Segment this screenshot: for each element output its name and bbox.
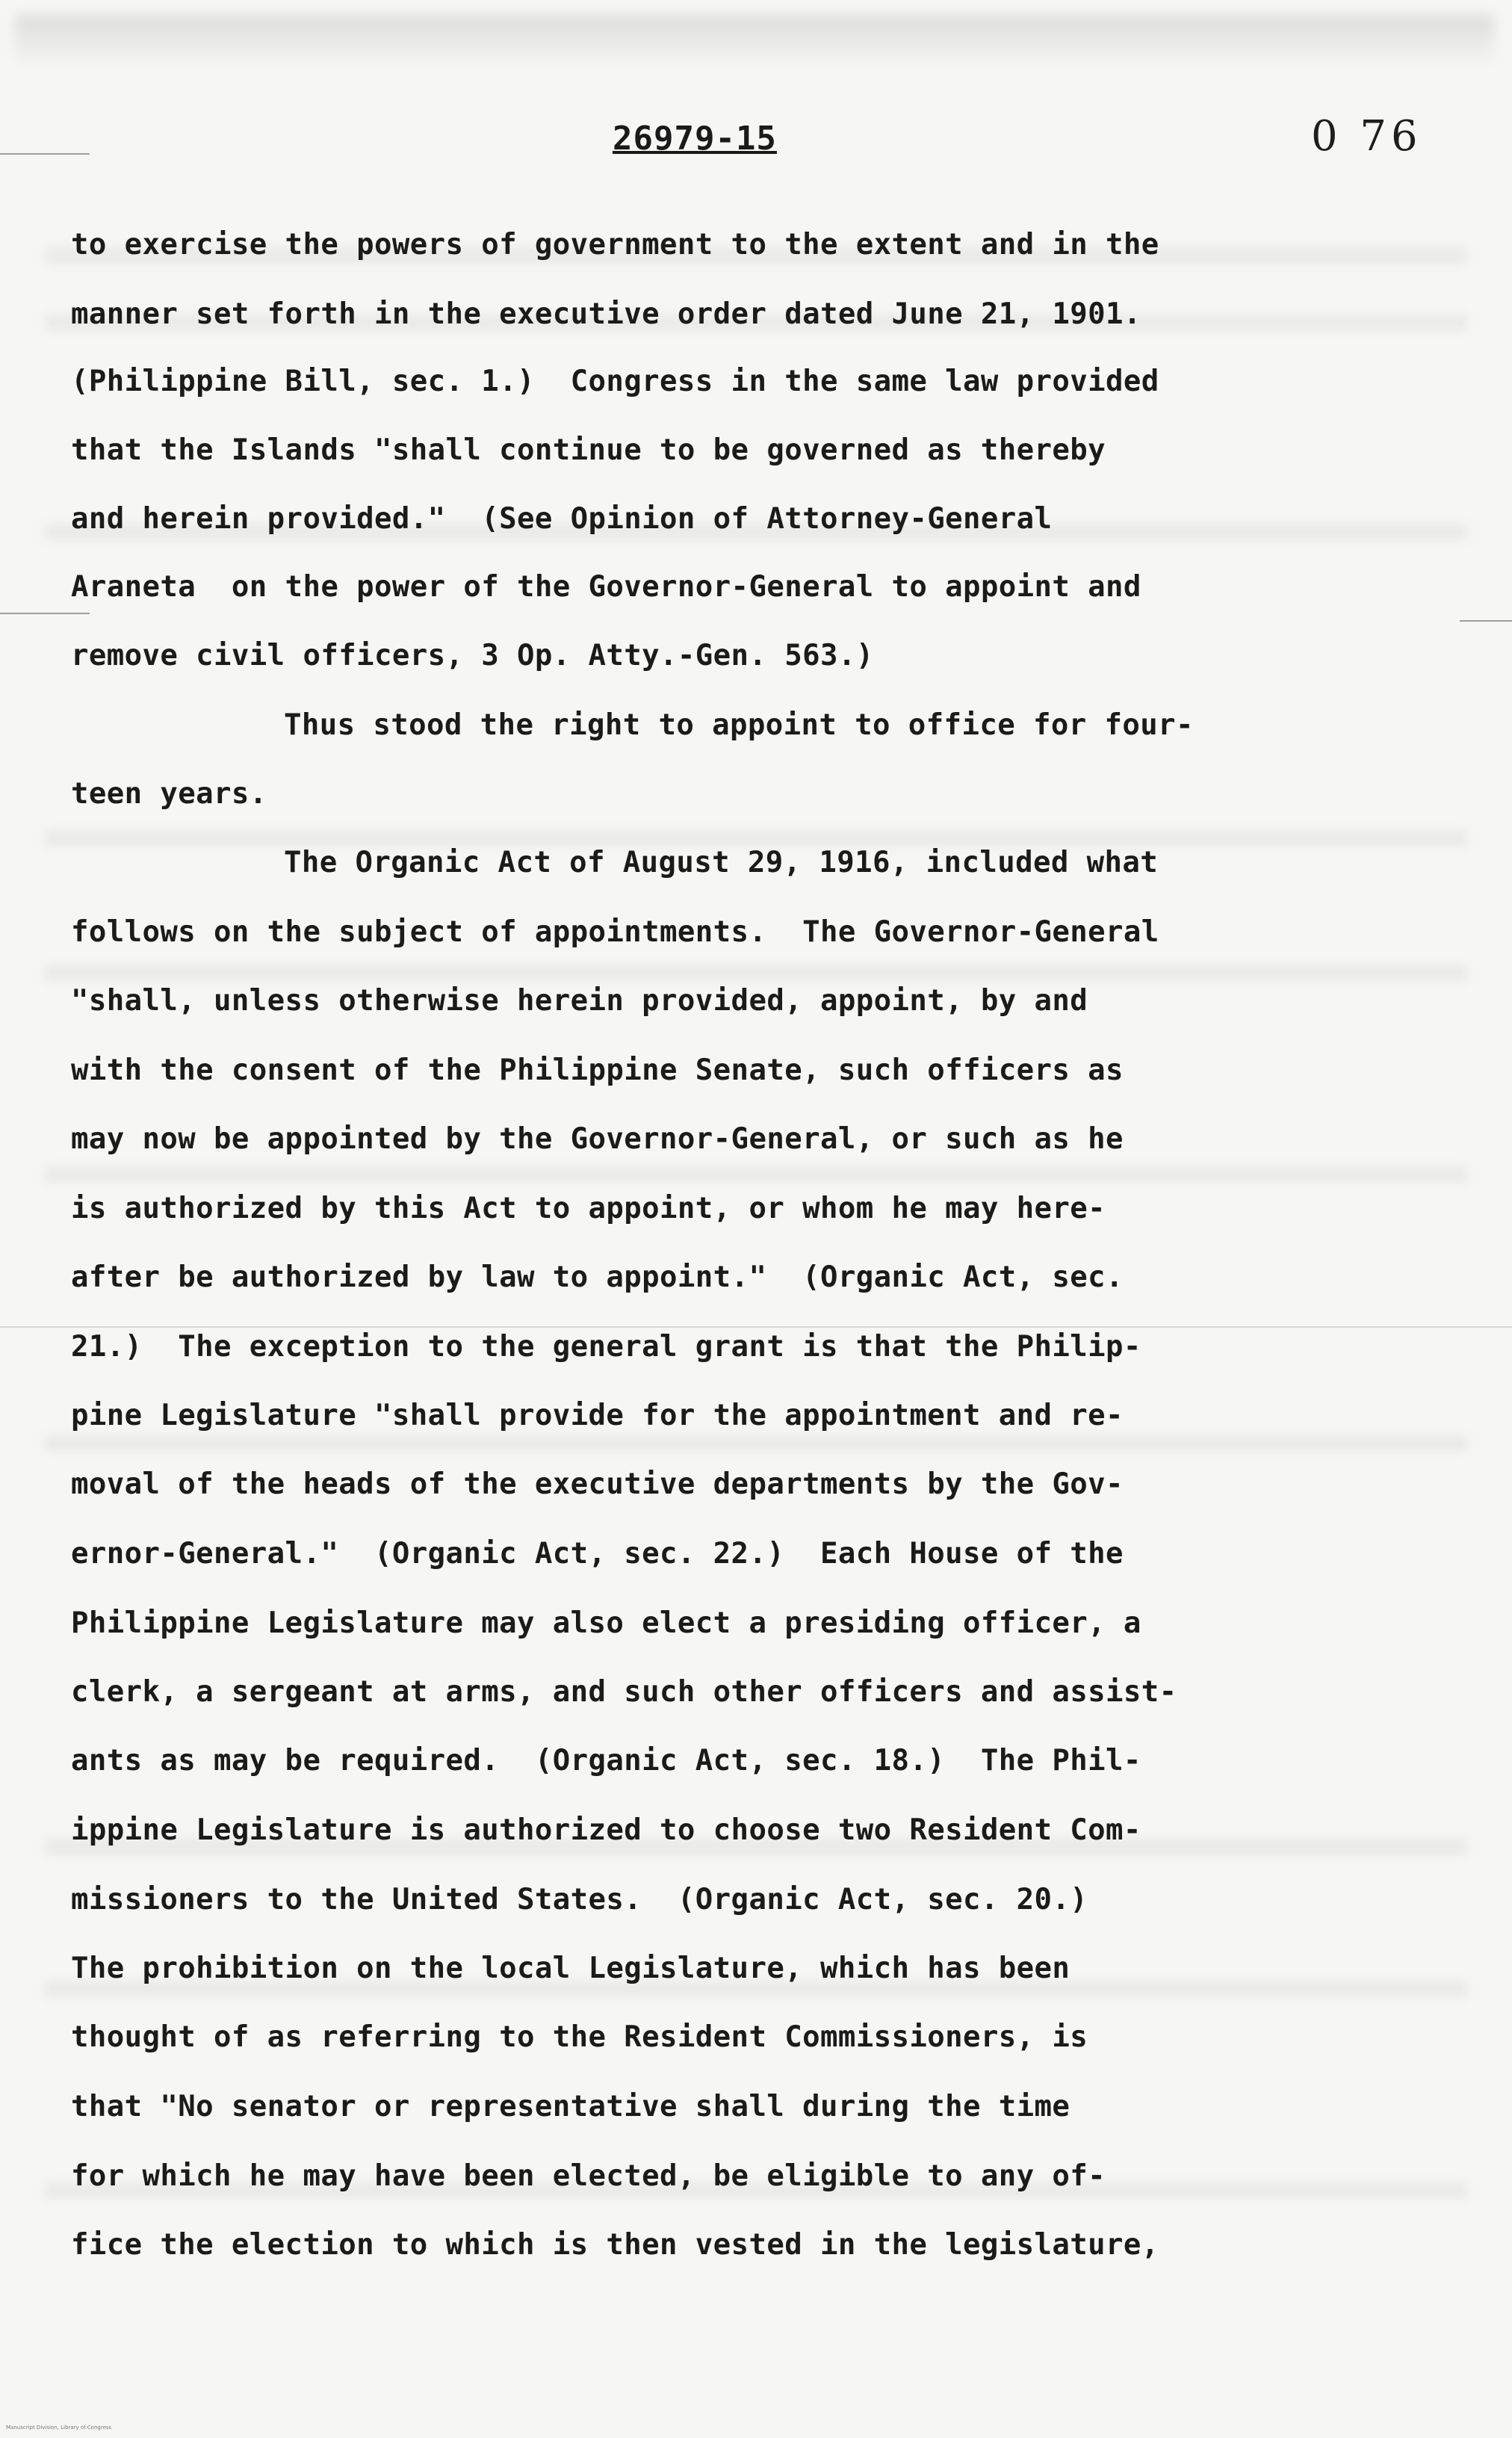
- bleed-through: [45, 964, 1467, 982]
- body-line: ippine Legislature is authorized to choose two Resident Com-: [71, 1813, 1141, 1847]
- body-line: follows on the subject of appointments. The Governor-General: [71, 915, 1159, 949]
- page-crease: [0, 1326, 1512, 1328]
- archive-note: Manuscript Division, Library of Congress: [6, 2425, 112, 2431]
- body-line: and herein provided." (See Opinion of Attorney-General: [71, 502, 1053, 536]
- body-line: may now be appointed by the Governor-General, or such as he: [71, 1122, 1124, 1156]
- body-line: 21.) The exception to the general grant is that the Philip-: [71, 1330, 1141, 1364]
- body-line: thought of as referring to the Resident Commissioners, is: [71, 2020, 1088, 2054]
- body-line: ernor-General." (Organic Act, sec. 22.) Each House of the: [71, 1537, 1124, 1571]
- body-line: The Organic Act of August 29, 1916, included what: [284, 846, 1159, 879]
- body-line: pine Legislature "shall provide for the appointment and re-: [71, 1399, 1124, 1432]
- margin-mark: [0, 613, 90, 614]
- body-line: manner set forth in the executive order dated June 21, 1901.: [71, 297, 1141, 331]
- body-line: remove civil officers, 3 Op. Atty.-Gen. 563.): [71, 639, 874, 672]
- scan-smudge: [15, 15, 1494, 67]
- body-line: that the Islands "shall continue to be governed as thereby: [71, 433, 1106, 467]
- body-line: Thus stood the right to appoint to office for four-: [284, 708, 1194, 742]
- body-line: after be authorized by law to appoint." (Organic Act, sec.: [71, 1260, 1124, 1294]
- bleed-through: [45, 1435, 1467, 1452]
- body-line: that "No senator or representative shall during the time: [71, 2090, 1071, 2123]
- body-line: Philippine Legislature may also elect a presiding officer, a: [71, 1606, 1141, 1640]
- body-line: teen years.: [71, 777, 267, 811]
- margin-mark: [0, 153, 90, 155]
- margin-mark: [1460, 620, 1512, 622]
- body-line: to exercise the powers of government to the extent and in the: [71, 228, 1159, 262]
- body-line: "shall, unless otherwise herein provided, appoint, by and: [71, 984, 1088, 1018]
- body-line: Araneta on the power of the Governor-General to appoint and: [71, 570, 1141, 604]
- bleed-through: [45, 1166, 1467, 1184]
- body-line: for which he may have been elected, be eligible to any of-: [71, 2159, 1106, 2193]
- body-line: ants as may be required. (Organic Act, sec. 18.) The Phil-: [71, 1744, 1141, 1778]
- body-line: with the consent of the Philippine Senate, such officers as: [71, 1054, 1124, 1087]
- body-line: The prohibition on the local Legislature, which has been: [71, 1952, 1071, 1985]
- bleed-through: [45, 829, 1467, 847]
- page-number: 0 76: [1311, 112, 1422, 161]
- body-line: fice the election to which is then vested in the legislature,: [71, 2228, 1159, 2262]
- body-line: missioners to the United States. (Organic Act, sec. 20.): [71, 1883, 1088, 1916]
- body-line: is authorized by this Act to appoint, or whom he may here-: [71, 1192, 1106, 1225]
- document-number: 26979-15: [613, 120, 777, 158]
- body-line: moval of the heads of the executive departments by the Gov-: [71, 1467, 1124, 1501]
- body-line: (Philippine Bill, sec. 1.) Congress in the same law provided: [71, 365, 1159, 398]
- body-line: clerk, a sergeant at arms, and such other officers and assist-: [71, 1675, 1177, 1709]
